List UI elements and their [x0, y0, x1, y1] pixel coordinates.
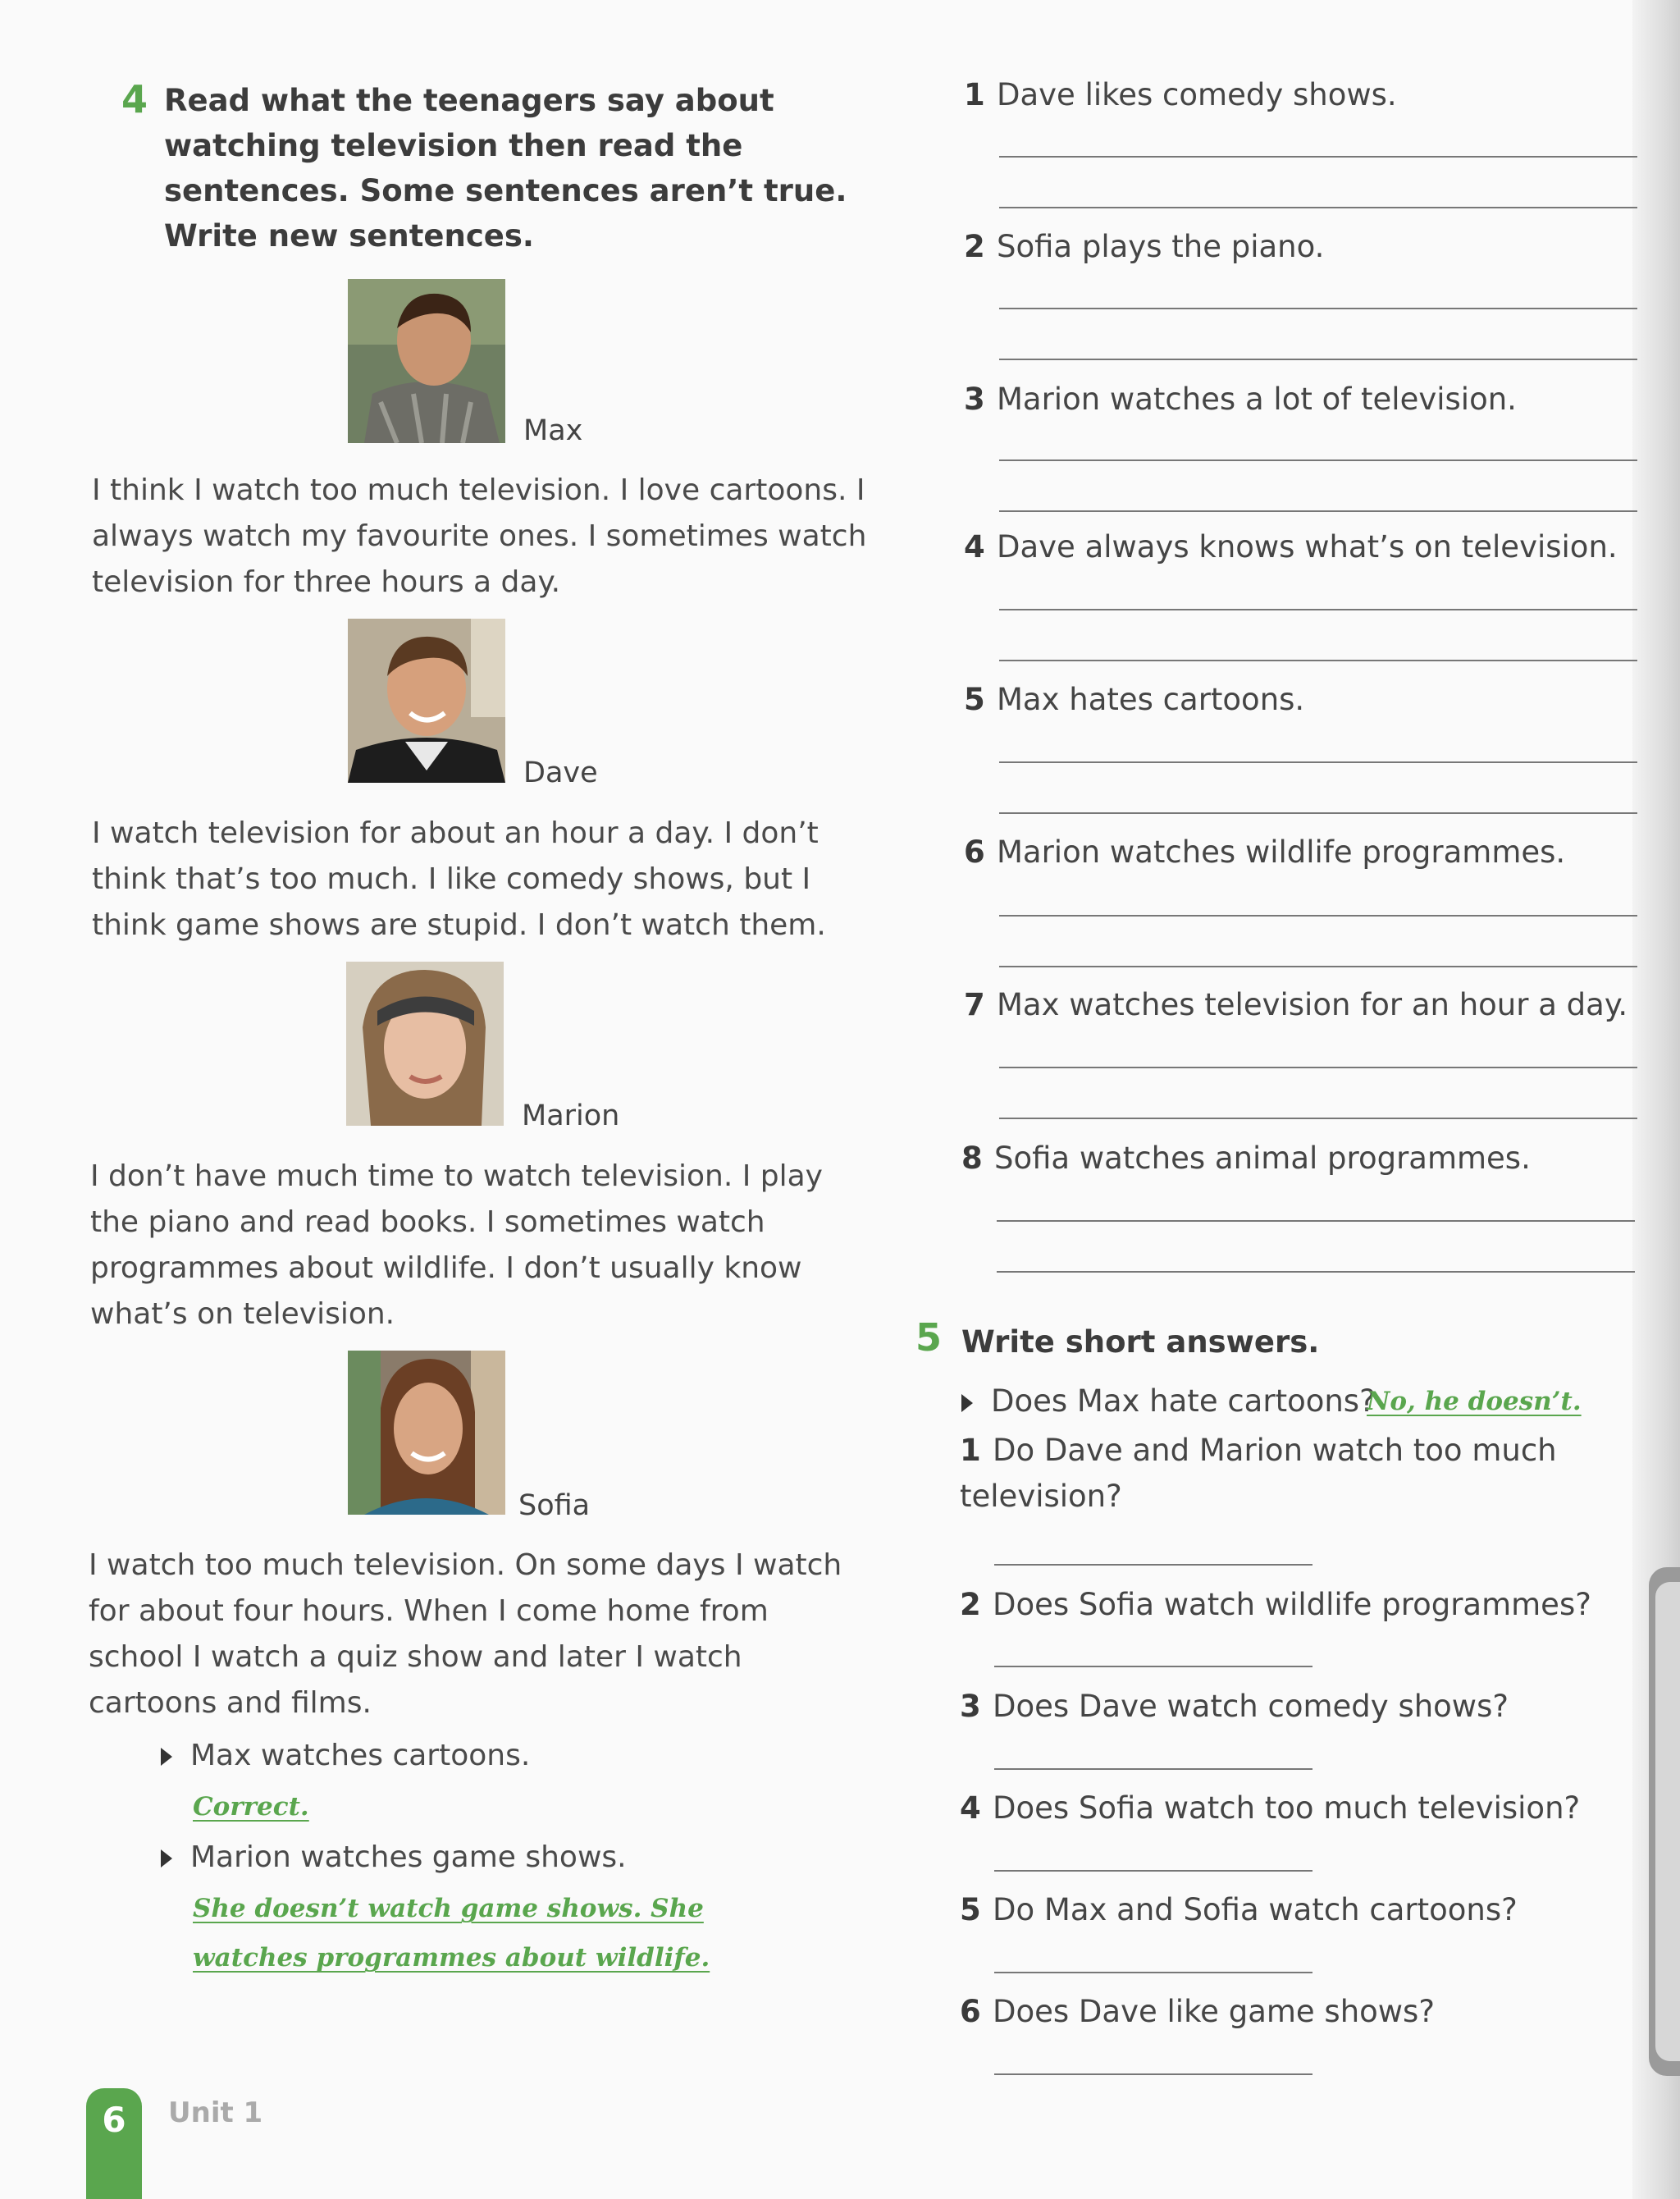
sofia-name: Sofia — [518, 1489, 591, 1522]
answer-line[interactable] — [999, 761, 1637, 763]
question-5: 5 Do Max and Sofia watch cartoons? — [960, 1892, 1518, 1927]
dave-name: Dave — [523, 757, 598, 789]
sentence-5: 5 Max hates cartoons. — [964, 682, 1305, 717]
sentence-1: 1 Dave likes comedy shows. — [964, 77, 1397, 112]
answer-line[interactable] — [997, 1271, 1635, 1273]
example-arrow-icon — [161, 1849, 172, 1868]
example-1-sentence: Max watches cartoons. — [161, 1733, 530, 1779]
example-2-sentence: Marion watches game shows. — [161, 1835, 627, 1881]
answer-line[interactable] — [999, 1118, 1637, 1119]
answer-line[interactable] — [999, 812, 1637, 814]
short-answer-line[interactable] — [994, 1972, 1312, 1973]
sentence-8: 8 Sofia watches animal programmes. — [961, 1141, 1531, 1176]
exercise-5-instruction: Write short answers. — [961, 1324, 1320, 1360]
answer-line[interactable] — [999, 359, 1637, 360]
unit-label: Unit 1 — [168, 2096, 263, 2129]
question-4: 4 Does Sofia watch too much television? — [960, 1790, 1581, 1826]
sentence-7: 7 Max watches television for an hour a day. — [964, 987, 1628, 1022]
example-arrow-icon — [961, 1394, 973, 1412]
answer-line[interactable] — [999, 660, 1637, 661]
side-tab — [1649, 1567, 1680, 2076]
answer-line[interactable] — [999, 207, 1637, 208]
max-photo — [348, 279, 505, 443]
answer-line[interactable] — [999, 156, 1637, 158]
answer-line[interactable] — [999, 915, 1637, 917]
exercise-5-example: Does Max hate cartoons? — [961, 1378, 1376, 1424]
answer-line[interactable] — [997, 1220, 1635, 1222]
exercise-4-number: 4 — [121, 77, 148, 121]
sentence-3: 3 Marion watches a lot of television. — [964, 382, 1517, 417]
sentence-4: 4 Dave always knows what’s on television. — [964, 529, 1618, 565]
marion-name: Marion — [522, 1100, 620, 1132]
answer-line[interactable] — [999, 966, 1637, 967]
short-answer-line[interactable] — [994, 1870, 1312, 1872]
exercise-5-number: 5 — [915, 1315, 943, 1360]
answer-line[interactable] — [999, 1067, 1637, 1068]
question-3: 3 Does Dave watch comedy shows? — [960, 1689, 1509, 1724]
sentence-2: 2 Sofia plays the piano. — [964, 229, 1325, 264]
dave-photo — [348, 619, 505, 783]
sofia-text: I watch too much television. On some days I watch for about four hours. When I come home from school I watch a quiz show and later I watch cartoons and films. — [89, 1548, 842, 1720]
short-answer-line[interactable] — [994, 1768, 1312, 1770]
answer-line[interactable] — [999, 459, 1637, 461]
question-6: 6 Does Dave like game shows? — [960, 1994, 1435, 2029]
answer-line[interactable] — [999, 609, 1637, 610]
example-2-answer: She doesn’t watch game shows. She watches programmes about wildlife. — [193, 1894, 710, 1973]
example-arrow-icon — [161, 1748, 172, 1766]
short-answer-line[interactable] — [994, 1666, 1312, 1667]
answer-line[interactable] — [999, 510, 1637, 512]
question-1: 1 Do Dave and Marion watch too much television? — [960, 1433, 1557, 1514]
question-2: 2 Does Sofia watch wildlife programmes? — [960, 1587, 1591, 1622]
marion-text: I don’t have much time to watch television. I play the piano and read books. I sometimes watch programmes about wildlife. I don’t usually know what’s on television. — [90, 1159, 823, 1331]
page-number: 6 — [86, 2088, 142, 2199]
short-answer-line[interactable] — [994, 1564, 1312, 1566]
dave-text: I watch television for about an hour a day. I don’t think that’s too much. I like comedy shows, but I think game shows are stupid. I don’t watch them. — [92, 816, 826, 942]
sofia-photo — [348, 1351, 505, 1515]
short-answer-line[interactable] — [994, 2073, 1312, 2075]
marion-photo — [346, 962, 504, 1126]
exercise-5-example-answer: No, he doesn’t. — [1367, 1387, 1582, 1416]
sentence-6: 6 Marion watches wildlife programmes. — [964, 834, 1566, 870]
example-1-answer: Correct. — [193, 1792, 309, 1822]
answer-line[interactable] — [999, 308, 1637, 309]
max-text: I think I watch too much television. I love cartoons. I always watch my favourite ones. I sometimes watch television for three hours a day. — [92, 473, 867, 599]
exercise-4-instruction: Read what the teenagers say about watching television then read the sentences. Some sentences aren’t true. Write new sentences. — [164, 83, 847, 254]
max-name: Max — [523, 414, 583, 447]
